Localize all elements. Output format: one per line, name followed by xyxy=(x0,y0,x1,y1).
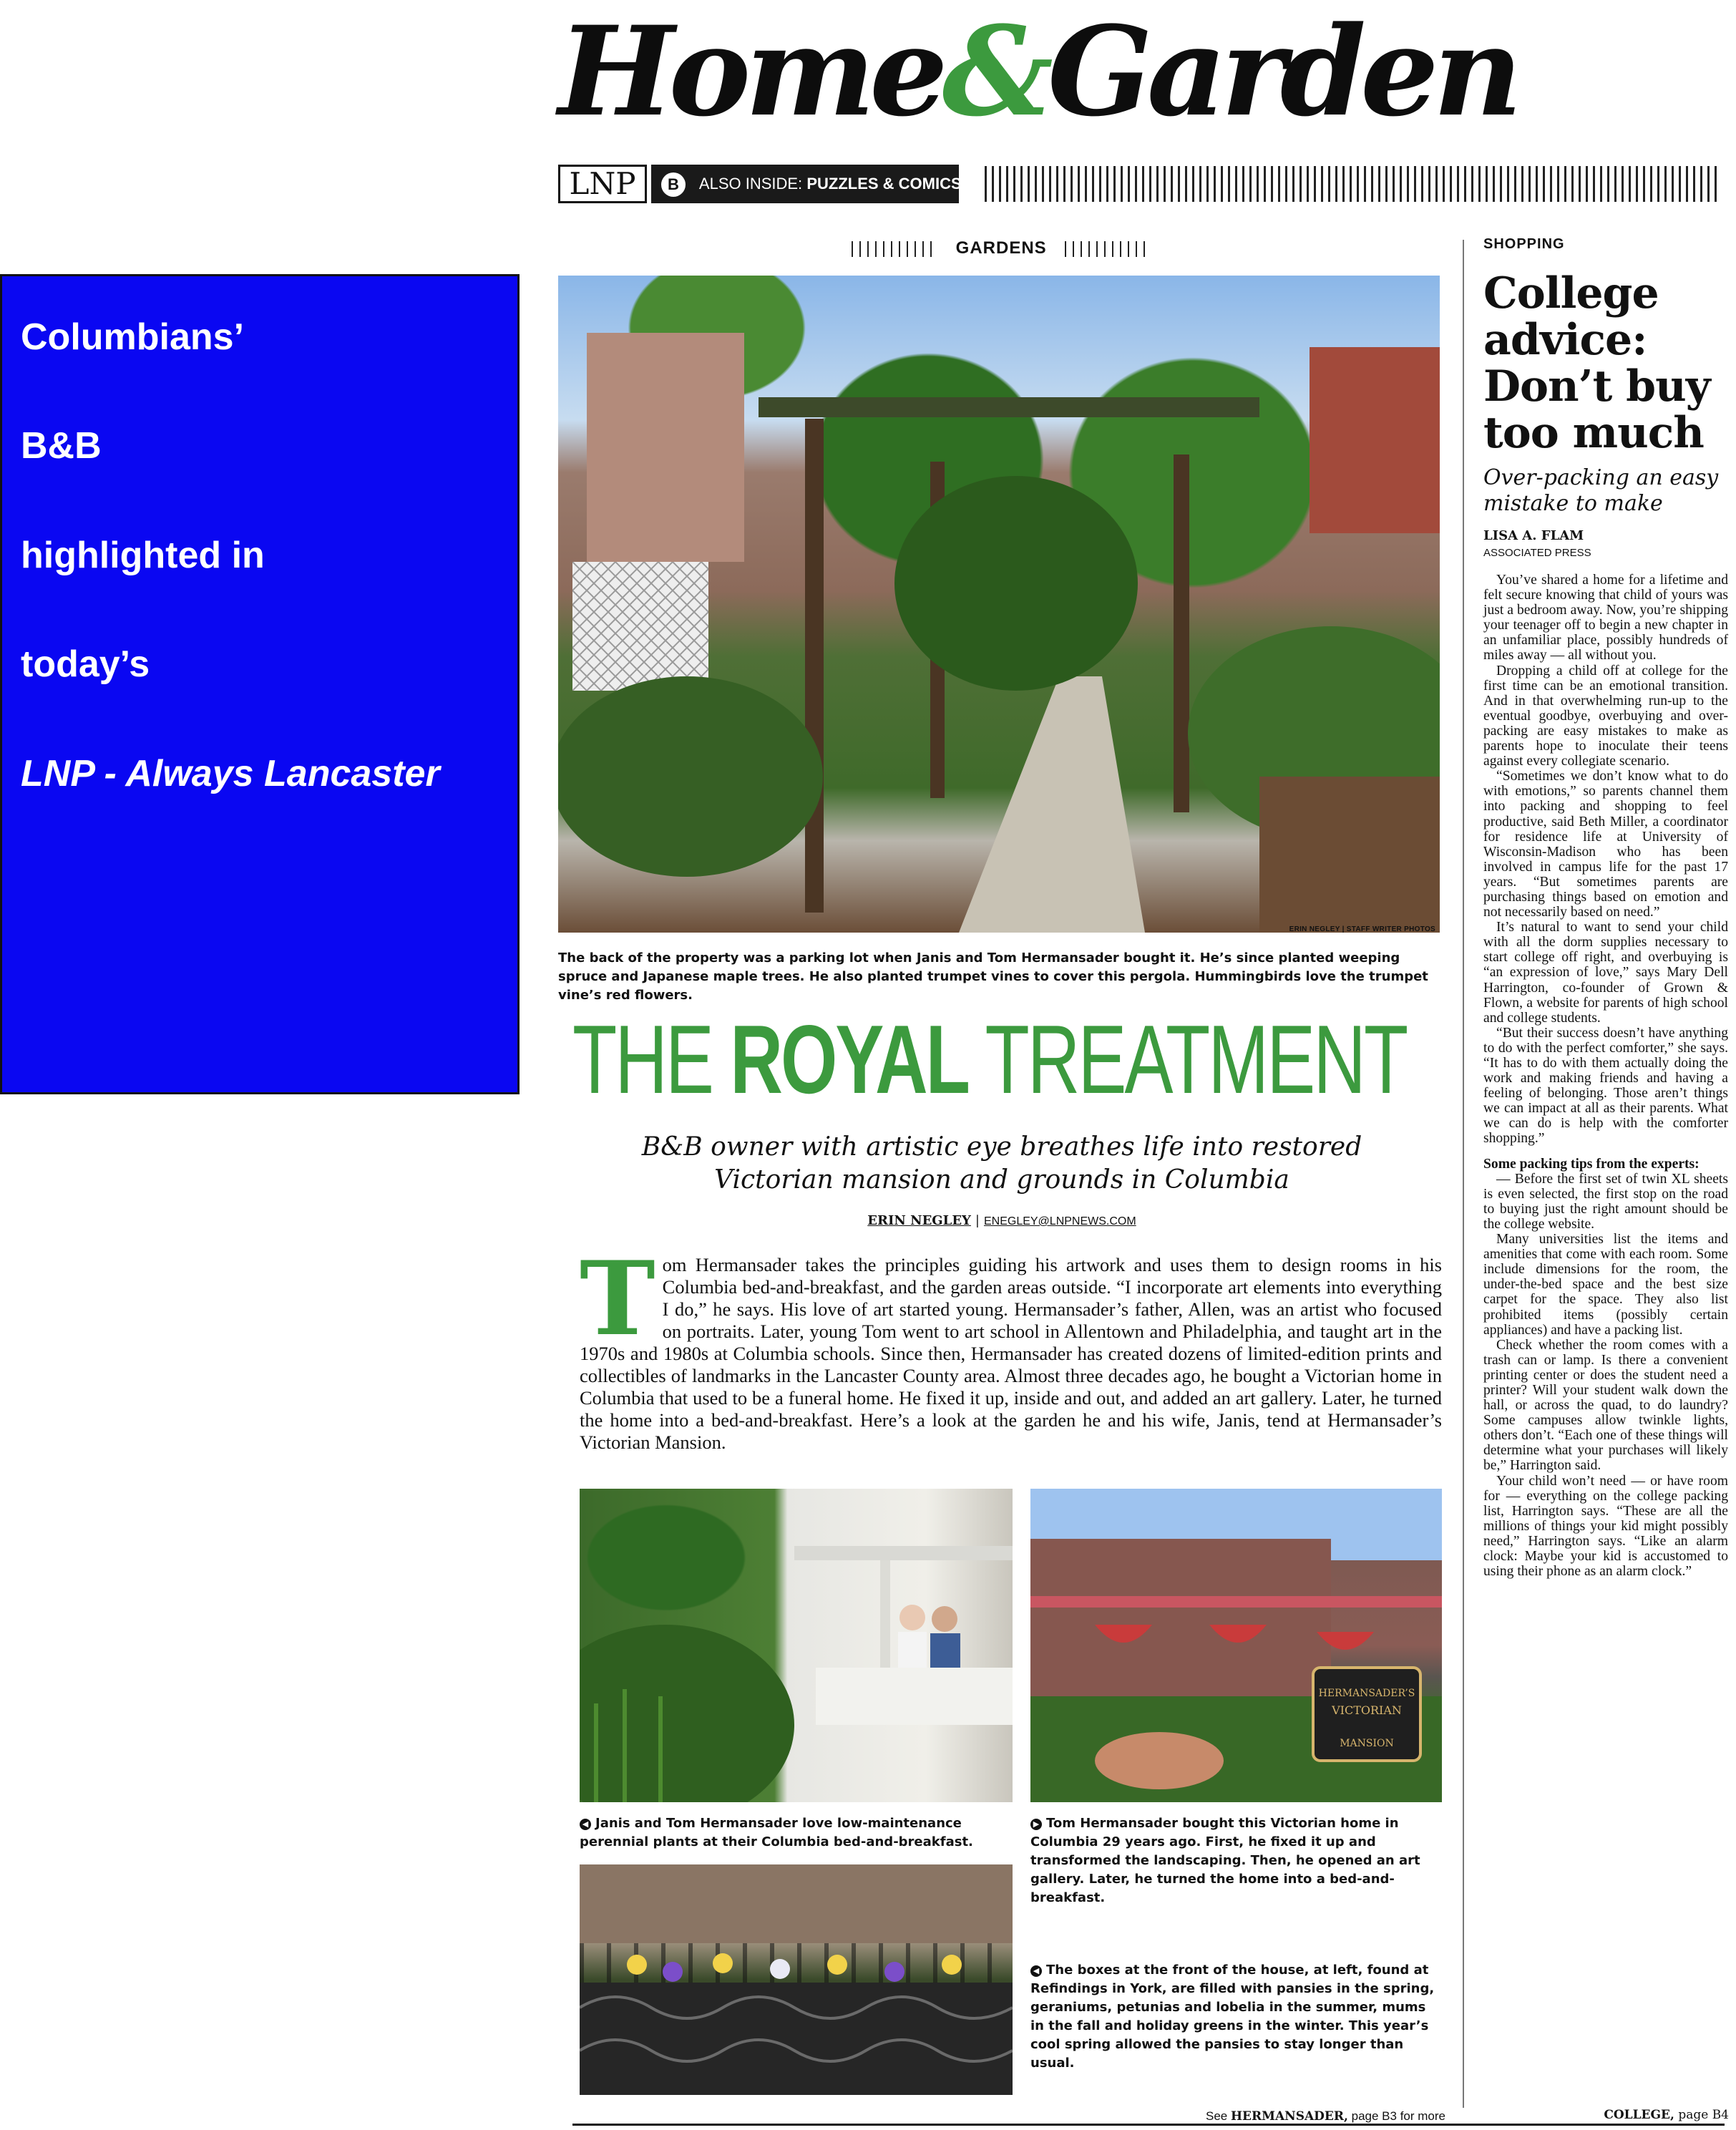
sidebar-headline: College advice: Don’t buy too much xyxy=(1483,268,1710,458)
sidebar-paragraph: You’ve shared a home for a lifetime and felt secure knowing that child of yours was just a bedroom away. Now, you’re shipping your teenager off to begin a new chapter in an unfamiliar place, possibly hundreds of miles away — all without you. xyxy=(1483,573,1728,663)
promo-line-3: highlighted in xyxy=(21,535,265,576)
porch-illustration xyxy=(580,1489,1013,1802)
jump-page: page B3 for more xyxy=(1347,2109,1445,2123)
headline xyxy=(572,1005,1407,1120)
masthead-ampersand: & xyxy=(942,0,1048,144)
main-photo-caption: The back of the property was a parking lot when Janis and Tom Hermansader bought it. He’s since planted weeping spruce and Japanese maple trees. He also planted trumpet vines to cover this pergola. Hummingbirds love the trumpet vine’s red flowers. xyxy=(558,950,1428,1003)
photo-credit: ERIN NEGLEY | STAFF WRITER PHOTOS xyxy=(1289,925,1435,933)
also-inside-puzzles: PUZZLES & COMICS xyxy=(806,175,962,193)
also-inside-prefix: ALSO INSIDE: xyxy=(698,175,803,193)
promo-line-4: today’s xyxy=(21,643,150,685)
headline-the: THE xyxy=(572,1005,731,1114)
tick-rule-right xyxy=(1065,241,1151,257)
headline-deck xyxy=(615,1131,1388,1197)
section-gardens-text: GARDENS xyxy=(955,238,1047,258)
masthead-garden: Garden xyxy=(1047,0,1517,144)
masthead-home: Home xyxy=(558,0,942,144)
byline-separator: | xyxy=(975,1213,980,1228)
caption-arrow-icon: ▶ xyxy=(1030,1819,1042,1830)
sidebar-body xyxy=(1483,573,1728,1579)
masthead xyxy=(558,0,1717,143)
caption-porch-text: Janis and Tom Hermansader love low-maintenance perennial plants at their Columbia bed-and-breakfast. xyxy=(580,1816,973,1849)
lnp-logo: LNP xyxy=(558,165,647,203)
headline-treatment: TREATMENT xyxy=(967,1005,1407,1114)
jump-prefix: See xyxy=(1206,2109,1231,2123)
headline-royal: ROYAL xyxy=(730,1005,968,1114)
house-illustration xyxy=(1030,1489,1442,1802)
sidebar-paragraph: Your child won’t need — or have room for — everything on the college packing list, Harrington says. “These are all the millions of things your kid might possibly need,” Harrington says. “Like an alarm clock: Maybe your kid is accustomed to using their phone as an alarm clock.” xyxy=(1483,1473,1728,1580)
photo-victorian-house xyxy=(1030,1489,1442,1802)
byline xyxy=(787,1213,1216,1228)
section-label-gardens xyxy=(852,238,1151,258)
promo-line-1: Columbians’ xyxy=(21,316,245,358)
drop-cap: T xyxy=(580,1240,655,1358)
bottom-rule xyxy=(572,2124,1725,2126)
decorative-bar-rule xyxy=(985,166,1722,202)
story-body xyxy=(580,1240,1442,1454)
photo-pergola-garden xyxy=(558,276,1440,933)
caption-arrow-icon: ◀ xyxy=(1030,1965,1042,1977)
deck-line-2: Victorian mansion and grounds in Columbia xyxy=(714,1165,1289,1195)
also-inside-bar xyxy=(651,165,962,203)
sidebar-paragraph: “Sometimes we don’t know what to do with emotions,” so parents channel them into packing and shopping to feel productive, said Beth Miller, a coordinator for residence life at University of Wisconsin-Madison who has been involved in campus life for the past 17 years. “But sometimes parents are purchasing things based on emotion and not necessarily based on need.” xyxy=(1483,769,1728,920)
byline-name: ERIN NEGLEY xyxy=(867,1213,971,1228)
jump-name: HERMANSADER, xyxy=(1231,2109,1348,2124)
section-label-shopping: SHOPPING xyxy=(1483,236,1565,252)
sidebar-paragraph: Many universities list the items and amenities that come with each room. Some include dimensions for the room, the under-the-bed space and the best size carpet for the space. They also list prohibited items (possibly certain appliances) and have a packing list. xyxy=(1483,1232,1728,1338)
caption-porch xyxy=(580,1814,1013,1852)
caption-boxes xyxy=(1030,1961,1442,2073)
flowerbox-illustration xyxy=(580,1864,1013,2095)
sidebar-subhead: Some packing tips from the experts: xyxy=(1483,1156,1700,1172)
caption-boxes-text: The boxes at the front of the house, at left, found at Refindings in York, are filled with pansies in the spring, geraniums, petunias and lobelia in the summer, mums in the fall and holiday greens in the winter. This year’s cool spring allowed the pansies to stay longer than usual. xyxy=(1030,1963,1435,2071)
jump-college-name: COLLEGE, xyxy=(1604,2108,1674,2122)
caption-house xyxy=(1030,1814,1442,1907)
sidebar-deck: Over-packing an easy mistake to make xyxy=(1483,465,1719,516)
photo-flower-boxes xyxy=(580,1864,1013,2095)
jump-line-college[interactable] xyxy=(1503,2108,1729,2122)
svg-text:HERMANSADER’S: HERMANSADER’S xyxy=(1318,1688,1415,1699)
deck-line-1: B&B owner with artistic eye breathes life into restored xyxy=(641,1132,1362,1162)
caption-house-text: Tom Hermansader bought this Victorian home in Columbia 29 years ago. First, he fixed it up and transformed the landscaping. Then, he opened an art gallery. Later, he turned the home into a bed-and-breakfast. xyxy=(1030,1816,1420,1905)
jump-college-page: page B4 xyxy=(1674,2108,1729,2122)
pergola-illustration xyxy=(558,276,1440,933)
section-b-badge: B xyxy=(661,172,686,197)
promo-line-2: B&B xyxy=(21,425,102,467)
svg-text:MANSION: MANSION xyxy=(1340,1738,1394,1749)
sidebar-agency: ASSOCIATED PRESS xyxy=(1483,547,1591,559)
caption-arrow-icon: ◀ xyxy=(580,1819,591,1830)
sidebar-paragraph: — Before the first set of twin XL sheets is even selected, the first stop on the road to buying just the right amount should be the college website. xyxy=(1483,1171,1728,1232)
sidebar-paragraph: It’s natural to want to send your child with all the dorm supplies necessary to start college off right, and overbuying is “an expression of love,” says Mary Dell Harrington, co-founder of Grown & Flown, a website for parents of high school and college students. xyxy=(1483,920,1728,1026)
jump-line-hermansader[interactable] xyxy=(1202,2109,1445,2124)
photo-porch-owners xyxy=(580,1489,1013,1802)
byline-email[interactable]: ENEGLEY@LNPNEWS.COM xyxy=(983,1215,1136,1227)
promo-line-publication: LNP - Always Lancaster xyxy=(21,753,440,794)
sidebar-paragraph: Dropping a child off at college for the first time can be an emotional transition. And in that overwhelming run-up to the eventual goodbye, overbuying and over-packing are easy mistakes to make as parents hope to inoculate their teens against every collegiate scenario. xyxy=(1483,663,1728,769)
sidebar-paragraph: “But their success doesn’t have anything to do with the perfect comforter,” she says. “It has to do with them actually doing the work and making friends and having a feeling of belonging. Those aren’t things we can impact at all as their parents. What we can do is help with the comforter shopping.” xyxy=(1483,1025,1728,1147)
svg-text:VICTORIAN: VICTORIAN xyxy=(1332,1703,1402,1717)
column-divider xyxy=(1463,240,1464,2108)
sidebar-paragraph: Check whether the room comes with a trash can or lamp. Is there a convenient printing center or does the student need a printer? Will your student walk down the hall, or across the quad, to do laundry? Some campuses allow twinkle lights, others don’t. “Each one of these things will determine what your purchases will likely be,” Harrington said. xyxy=(1483,1337,1728,1474)
sidebar-author: LISA A. FLAM xyxy=(1483,528,1584,543)
promo-panel xyxy=(0,274,520,1094)
story-text: om Hermansader takes the principles guiding his artwork and uses them to design rooms in his Columbia bed-and-breakfast, and the garden areas outside. “I incorporate art elements into everything I do,” he says. His love of art started young. Hermansader’s father, Allen, was an artist who focused on portraits. Later, young Tom went to art school in Allentown and Philadelphia, and taught art in the 1970s and 1980s at Columbia schools. Since then, Hermansader has created dozens of limited-edition prints and collectibles of landmarks in the Lancaster County area. Almost three decades ago, he bought a Victorian home in Columbia that used to be a funeral home. He fixed it up, inside and out, and added an art gallery. Later, he turned the home into a bed-and-breakfast. Here’s a look at the garden he and his wife, Janis, tend at Hermansader’s Victorian Mansion. xyxy=(580,1254,1442,1453)
tick-rule-left xyxy=(852,241,937,257)
